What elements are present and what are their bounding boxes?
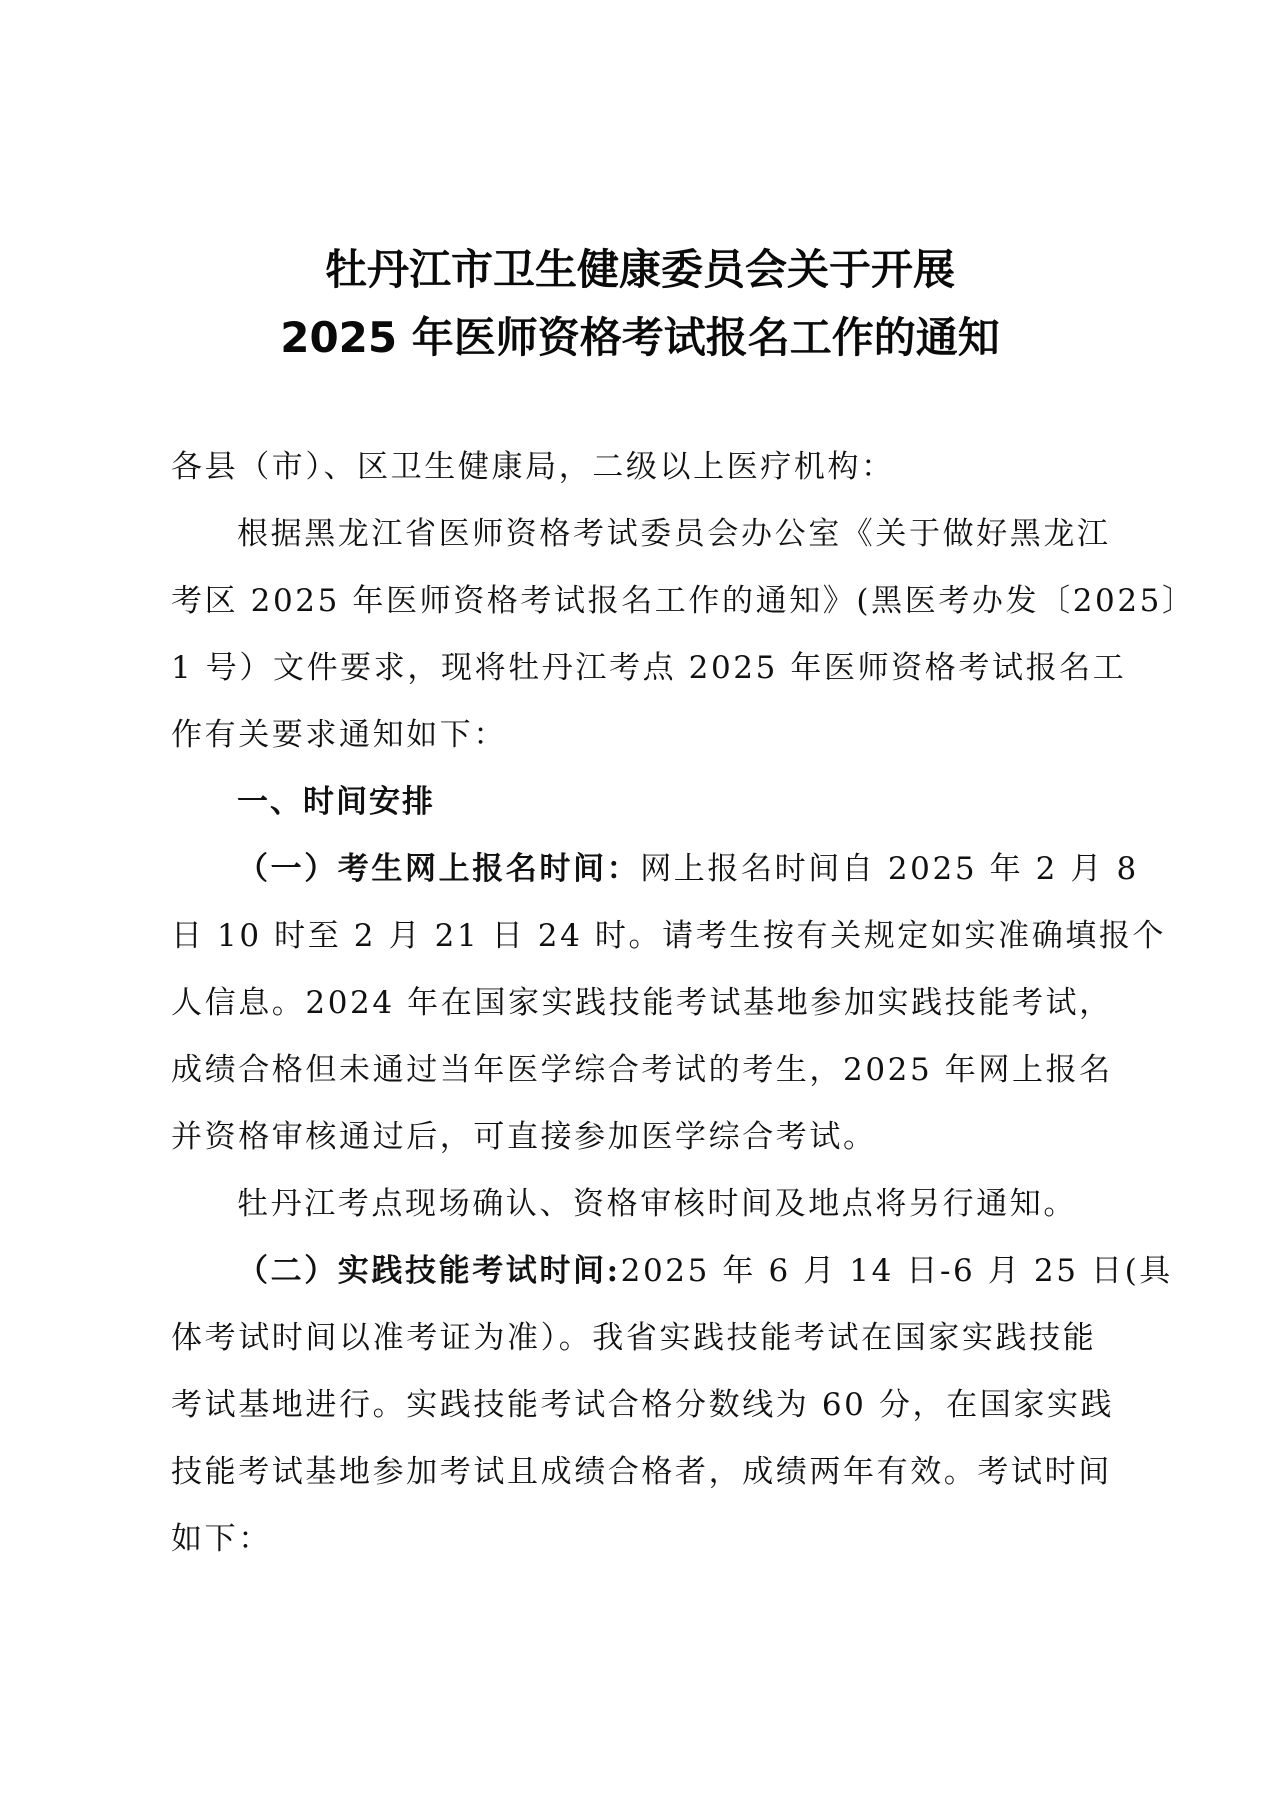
item2-label: （二）实践技能考试时间: [237, 1253, 621, 1289]
salutation: 各县（市）、区卫生健康局，二级以上医疗机构： [171, 449, 895, 485]
document-body [171, 434, 1196, 1573]
item1-line-4: 成绩合格但未通过当年医学综合考试的考生，2025 年网上报名 [171, 1052, 1113, 1088]
item1-first-line-text: 网上报名时间自 2025 年 2 月 8 [640, 851, 1139, 887]
item2-line-3: 考试基地进行。实践技能考试合格分数线为 60 分，在国家实践 [171, 1387, 1115, 1423]
intro-line-4: 作有关要求通知如下： [171, 717, 507, 753]
item1-first-line [171, 836, 1139, 903]
item1-line-2: 日 10 时至 2 月 21 日 24 时。请考生按有关规定如实准确填报个 [171, 918, 1167, 954]
item2-first-line [171, 1238, 1173, 1305]
item1-line-3: 人信息。2024 年在国家实践技能考试基地参加实践技能考试， [171, 985, 1113, 1021]
confirmation-note: 牡丹江考点现场确认、资格审核时间及地点将另行通知。 [237, 1186, 1077, 1222]
title-line-1: 牡丹江市卫生健康委员会关于开展 [324, 245, 955, 294]
item2-line-2: 体考试时间以准考证为准）。我省实践技能考试在国家实践技能 [171, 1320, 1097, 1356]
title-line-2: 2025 年医师资格考试报名工作的通知 [280, 313, 1000, 362]
item2-line-4: 技能考试基地参加考试且成绩合格者，成绩两年有效。考试时间 [171, 1454, 1112, 1490]
intro-line-1: 根据黑龙江省医师资格考试委员会办公室《关于做好黑龙江 [237, 516, 1111, 552]
item2-line-5: 如下： [171, 1521, 272, 1557]
section-heading-time-schedule: 一、时间安排 [237, 784, 435, 820]
document-title [0, 236, 1280, 372]
item1-label: （一）考生网上报名时间： [237, 851, 641, 887]
item2-first-line-text: 2025 年 6 月 14 日-6 月 25 日(具 [620, 1253, 1173, 1289]
intro-line-3: 1 号）文件要求，现将牡丹江考点 2025 年医师资格考试报名工 [171, 650, 1127, 686]
item1-line-5: 并资格审核通过后，可直接参加医学综合考试。 [171, 1119, 877, 1155]
intro-line-2: 考区 2025 年医师资格考试报名工作的通知》(黑医考办发〔2025〕 [171, 583, 1196, 619]
